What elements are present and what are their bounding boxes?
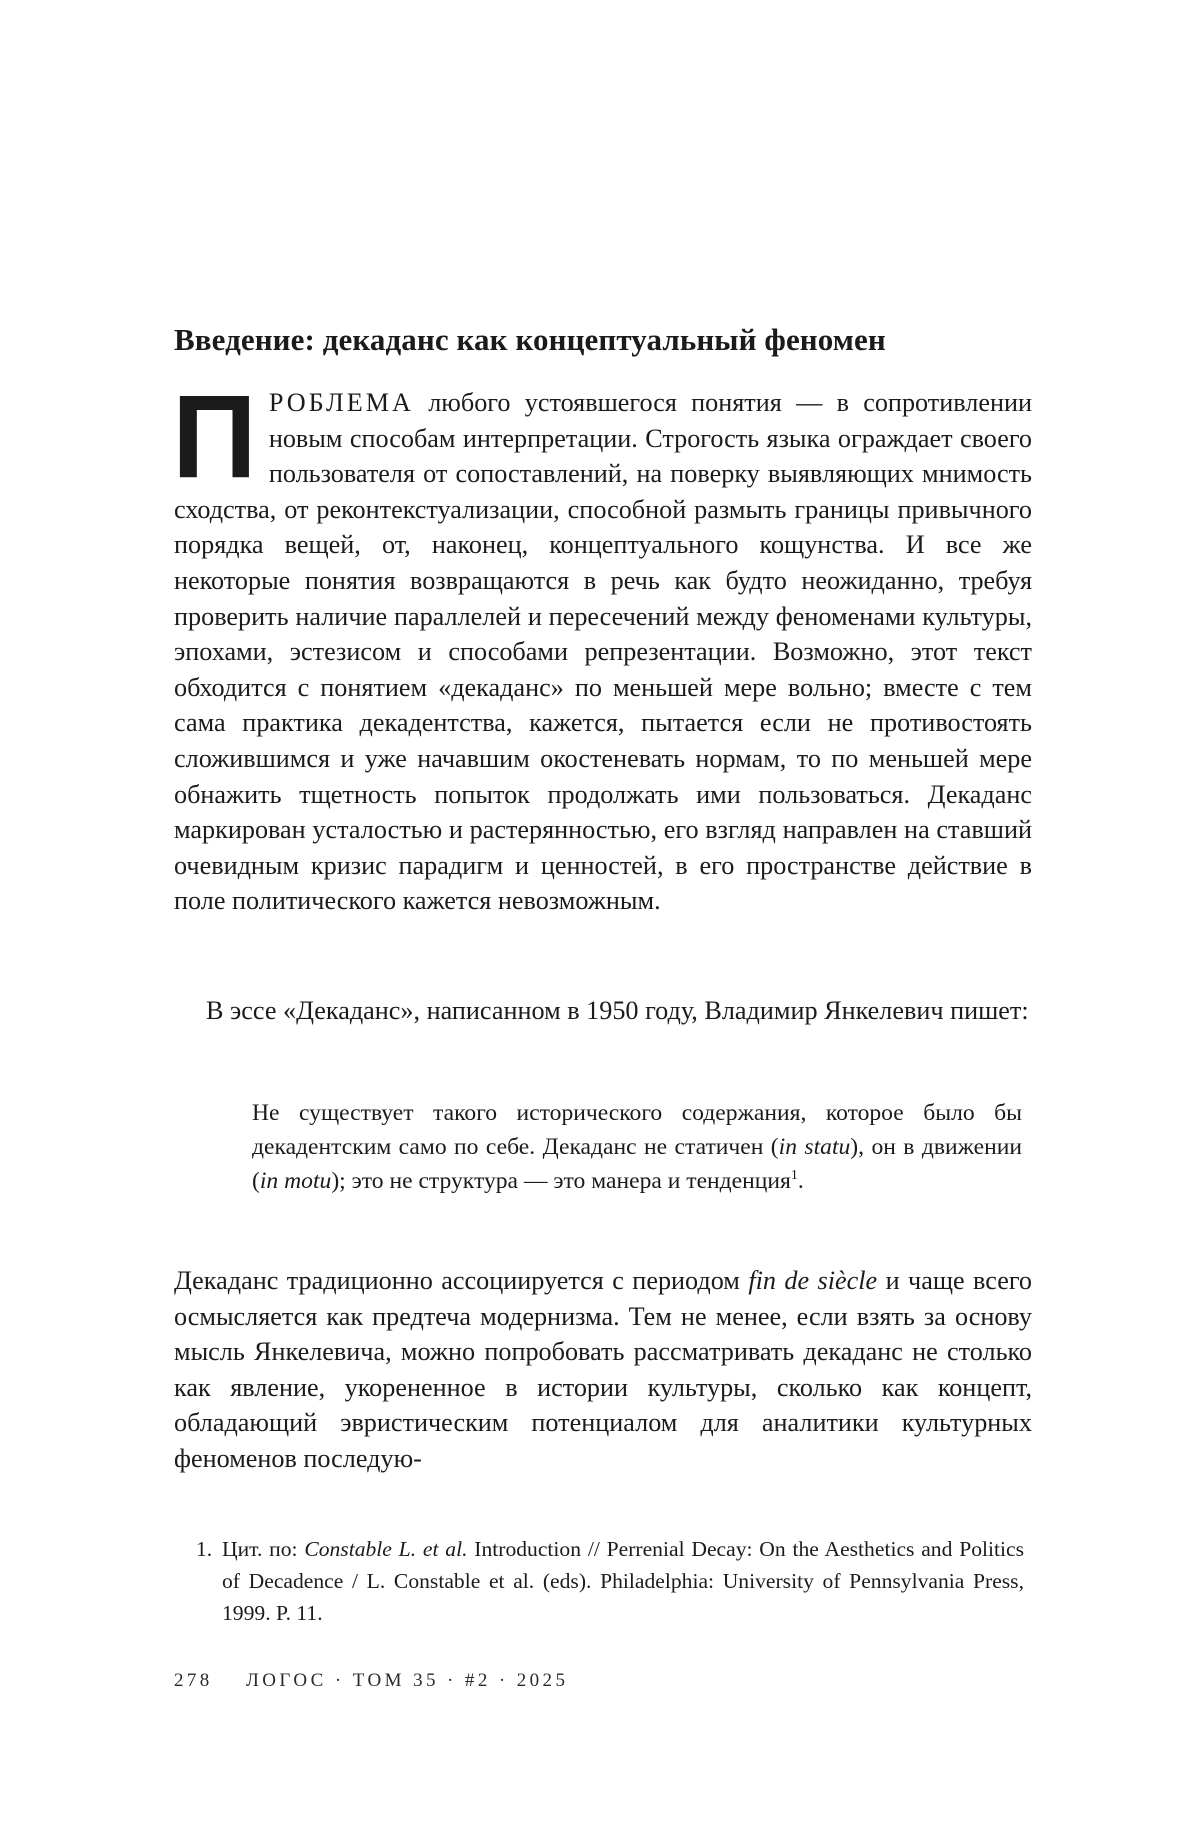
- quote-italic-2: in motu: [259, 1168, 332, 1194]
- quote-text-3: ); это не структура — это манера и тенденция: [331, 1168, 791, 1194]
- page-number: 278: [174, 1670, 213, 1691]
- paragraph-1-text: любого устоявшегося понятия — в сопротивлении новым способам интерпретации. Строгость языка ограждает своего пользователя от сопоставлений, на поверку выявляющих мнимость сходства, от реконтекстуализации, способной размыть границы привычного порядка вещей, от, наконец, концептуального кощунства. И все же некоторые понятия возвращаются в речь как будто неожиданно, требуя проверить наличие параллелей и пересечений между феноменами культуры, эпохами, эстезисом и способами репрезентации. Возможно, этот текст обходится с понятием «декаданс» по меньшей мере вольно; вместе с тем сама практика декадентства, кажется, пытается если не противостоять сложившимся и уже начавшим окостеневать нормам, то по меньшей мере обнажить тщетность попыток продолжать ими пользоваться. Декаданс маркирован усталостью и растерянностью, его взгляд направлен на ставший очевидным кризис парадигм и ценностей, в его пространстве действие в поле политического кажется невозможным.: [174, 388, 1032, 916]
- footnote-prefix: Цит. по:: [222, 1537, 305, 1561]
- footnote-author: Constable L. et al.: [304, 1537, 468, 1561]
- quote-italic-1: in statu: [778, 1134, 851, 1160]
- footnote-text: Introduction // Perrenial Decay: On the Aesthetics and Politics of Decadence / L. Constable et al. (eds). Philadelphia: University of Pennsylvania Press, 1999. P. 11.: [222, 1537, 1024, 1625]
- paragraph-2-text: В эссе «Декаданс», написанном в 1950 году, Владимир Янкелевич пишет:: [206, 996, 1029, 1025]
- paragraph-3-italic: fin de siècle: [748, 1266, 878, 1295]
- paragraph-3: [174, 1263, 1032, 1477]
- footnote-reference[interactable]: 1: [790, 1168, 798, 1184]
- quote-text-1: Не существует такого исторического содержания, которое было бы декадентским само по себе. Декаданс не статичен (: [252, 1100, 1022, 1160]
- running-footer: [174, 1670, 568, 1692]
- paragraph-1: [172, 371, 1032, 919]
- drop-cap-continuation: РОБЛЕМА: [268, 388, 414, 417]
- block-quote: [252, 1096, 1022, 1198]
- quote-text-4: .: [797, 1168, 804, 1194]
- quote-text-2: ), он в движении (: [252, 1134, 1022, 1194]
- paragraph-3-text-1: Декаданс традиционно ассоциируется с периодом: [174, 1266, 749, 1295]
- section-heading: Введение: декаданс как концептуальный феномен: [174, 322, 886, 357]
- paragraph-2: [174, 993, 1032, 1029]
- journal-info: ЛОГОС · ТОМ 35 · #2 · 2025: [246, 1670, 569, 1691]
- footnote: [196, 1533, 1024, 1629]
- footnote-number: 1.: [196, 1537, 213, 1561]
- paragraph-3-text-2: и чаще всего осмысляется как предтеча модернизма. Тем не менее, если взять за основу мысль Янкелевича, можно попробовать рассматривать декаданс не столько как явление, укорененное в истории культуры, сколько как концепт, обладающий эвристическим потенциалом для аналитики культурных феноменов последую-: [174, 1266, 1032, 1473]
- drop-cap: П: [172, 371, 257, 503]
